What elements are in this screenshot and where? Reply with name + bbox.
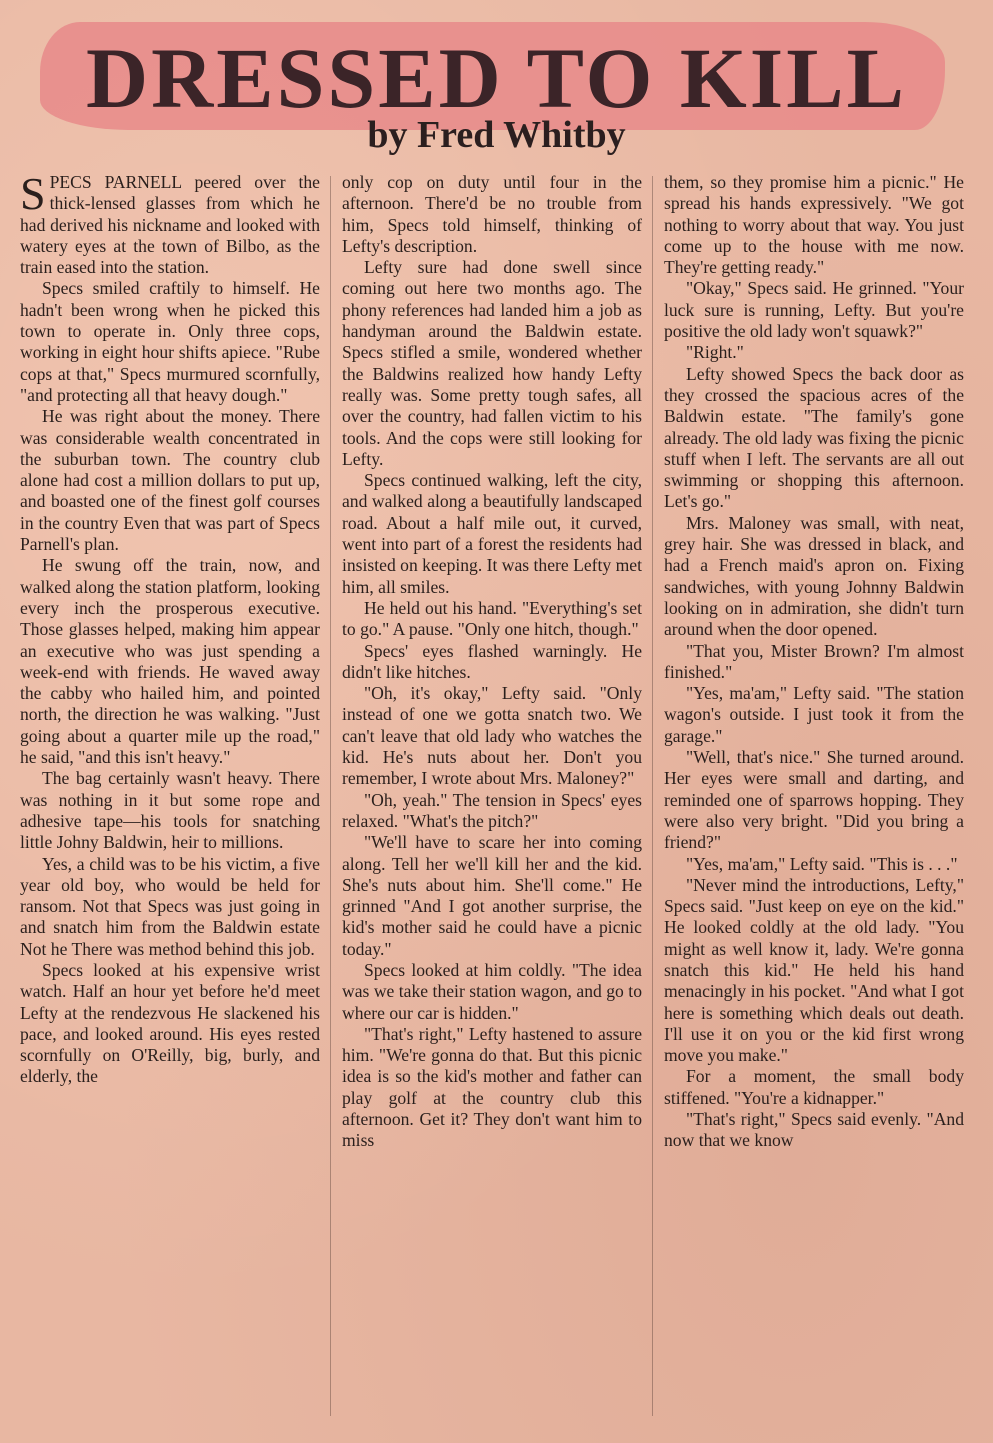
paragraph: He held out his hand. "Everything's set to go." A pause. "Only one hitch, though." bbox=[342, 597, 642, 640]
paragraph: He swung off the train, now, and walked along the station platform, looking every inch the prosperous executive. Those glasses helped, making him appear an executive who was just spending a week-end with friends. He waved away the cabby who hailed him, and pointed north, the direction he was walking. "Just going about a quarter mile up the road," he said, "and this isn't heavy." bbox=[20, 555, 320, 768]
story-title: DRESSED TO KILL bbox=[86, 30, 907, 126]
paragraph: only cop on duty until four in the afternoon. There'd be no trouble from him, Specs told himself, thinking of Lefty's description. bbox=[342, 172, 642, 256]
drop-cap: S bbox=[20, 172, 46, 219]
paragraph: For a moment, the small body stiffened. "You're a kidnapper." bbox=[664, 1066, 964, 1108]
paragraph: Yes, a child was to be his victim, a five year old boy, who would be held for ransom. Not that Specs was just going in and snatch him from the Baldwin estate Not he There was method behind this job. bbox=[20, 853, 320, 959]
paragraph: "That's right," Specs said evenly. "And now that we know bbox=[664, 1109, 964, 1151]
paragraph: "That's right," Lefty hastened to assure him. "We're gonna do that. But this picnic idea is so the kid's mother and father can play golf at the country club this afternoon. Get it? They don't want him to miss bbox=[342, 1023, 642, 1151]
paragraph: "Oh, yeah." The tension in Specs' eyes relaxed. "What's the pitch?" bbox=[342, 789, 642, 831]
paragraph: them, so they promise him a picnic." He spread his hands expressively. "We got nothing to worry about that way. You just come up to the house with me now. They're getting ready." bbox=[664, 172, 964, 278]
paragraph: "That you, Mister Brown? I'm almost finished." bbox=[664, 640, 964, 682]
paragraph: "Never mind the introductions, Lefty," Specs said. "Just keep on eye on the kid." He looked coldly at the old lady. "You might as well know it, lady. We're gonna snatch this kid." He held his hand menacingly in his pocket. "And what I got here is something which deals out death. I'll use it on you or the kid first wrong move you make." bbox=[664, 874, 964, 1066]
paragraph: Specs continued walking, left the city, and walked along a beautifully landscaped road. About a half mile out, it curved, went into part of a forest the residents had insisted on keeping. It was there Lefty met him, all smiles. bbox=[342, 470, 642, 597]
column-divider bbox=[652, 176, 653, 1416]
paragraph: "Oh, it's okay," Lefty said. "Only instead of one we gotta snatch two. We can't leave that old lady who watches the kid. He's nuts about her. Don't you remember, I wrote about Mrs. Maloney?" bbox=[342, 683, 642, 789]
paragraph: The bag certainly wasn't heavy. There was nothing in it but some rope and adhesive tape—his tools for snatching little Johny Baldwin, heir to millions. bbox=[20, 768, 320, 853]
column-3 bbox=[664, 172, 964, 1422]
paragraph: Specs looked at him coldly. "The idea was we take their station wagon, and go to where our car is hidden." bbox=[342, 959, 642, 1023]
paragraph: "Well, that's nice." She turned around. Her eyes were small and darting, and reminded one of sparrows hopping. They were also very bright. "Did you bring a friend?" bbox=[664, 747, 964, 853]
story-byline: by Fred Whitby bbox=[367, 114, 626, 156]
paragraph: He was right about the money. There was considerable wealth concentrated in the suburban town. The country club alone had cost a million dollars to put up, and boasted one of the finest golf courses in the country Even that was part of Specs Parnell's plan. bbox=[20, 406, 320, 555]
column-divider bbox=[330, 176, 331, 1416]
paragraph: Lefty sure had done swell since coming out here two months ago. The phony references had landed him a job as handyman around the Baldwin estate. Specs stifled a smile, wondered whether the Baldwins realized how handy Lefty really was. Some pretty tough safes, all over the country, had fallen victim to his tools. And the cops were still looking for Lefty. bbox=[342, 257, 642, 469]
paragraph: Lefty showed Specs the back door as they crossed the spacious acres of the Baldwin estate. "The family's gone already. The old lady was fixing the picnic stuff when I left. The servants are all out swimming or shopping this afternoon. Let's go." bbox=[664, 363, 964, 512]
paragraph: "Right." bbox=[686, 342, 744, 363]
paragraph: "Yes, ma'am," Lefty said. "The station wagon's outside. I just took it from the garage." bbox=[664, 683, 964, 746]
paragraph: "We'll have to scare her into coming along. Tell her we'll kill her and the kid. She's nuts about him. She'll come." He grinned "And I got another surprise, the kid's mother said he could have a picnic today." bbox=[342, 832, 642, 959]
paragraph: Mrs. Maloney was small, with neat, grey hair. She was dressed in black, and had a French maid's apron on. Fixing sandwiches, with young Johnny Baldwin looking on in admiration, she didn't turn around when the door opened. bbox=[664, 512, 964, 640]
column-1 bbox=[20, 172, 320, 1422]
paragraph: SPECS PARNELL peered over the thick-lensed glasses from which he had derived his nickname and looked with watery eyes at the town of Bilbo, as the train eased into the station. bbox=[20, 172, 320, 278]
paragraph: Specs looked at his expensive wrist watch. Half an hour yet before he'd meet Lefty at the rendezvous He slackened his pace, and looked around. His eyes rested scornfully on O'Reilly, big, burly, and elderly, the bbox=[20, 959, 320, 1087]
column-2 bbox=[342, 172, 642, 1422]
paragraph: Specs' eyes flashed warningly. He didn't like hitches. bbox=[342, 640, 642, 682]
paragraph: "Yes, ma'am," Lefty said. "This is . . ." bbox=[686, 853, 958, 874]
paragraph: "Okay," Specs said. He grinned. "Your luck sure is running, Lefty. But you're positive the old lady won't squawk?" bbox=[664, 278, 964, 342]
paragraph: Specs smiled craftily to himself. He hadn't been wrong when he picked this town to operate in. Only three cops, working in eight hour shifts apiece. "Rube cops at that," Specs murmured scornfully, "and protecting all that heavy dough." bbox=[20, 278, 320, 405]
